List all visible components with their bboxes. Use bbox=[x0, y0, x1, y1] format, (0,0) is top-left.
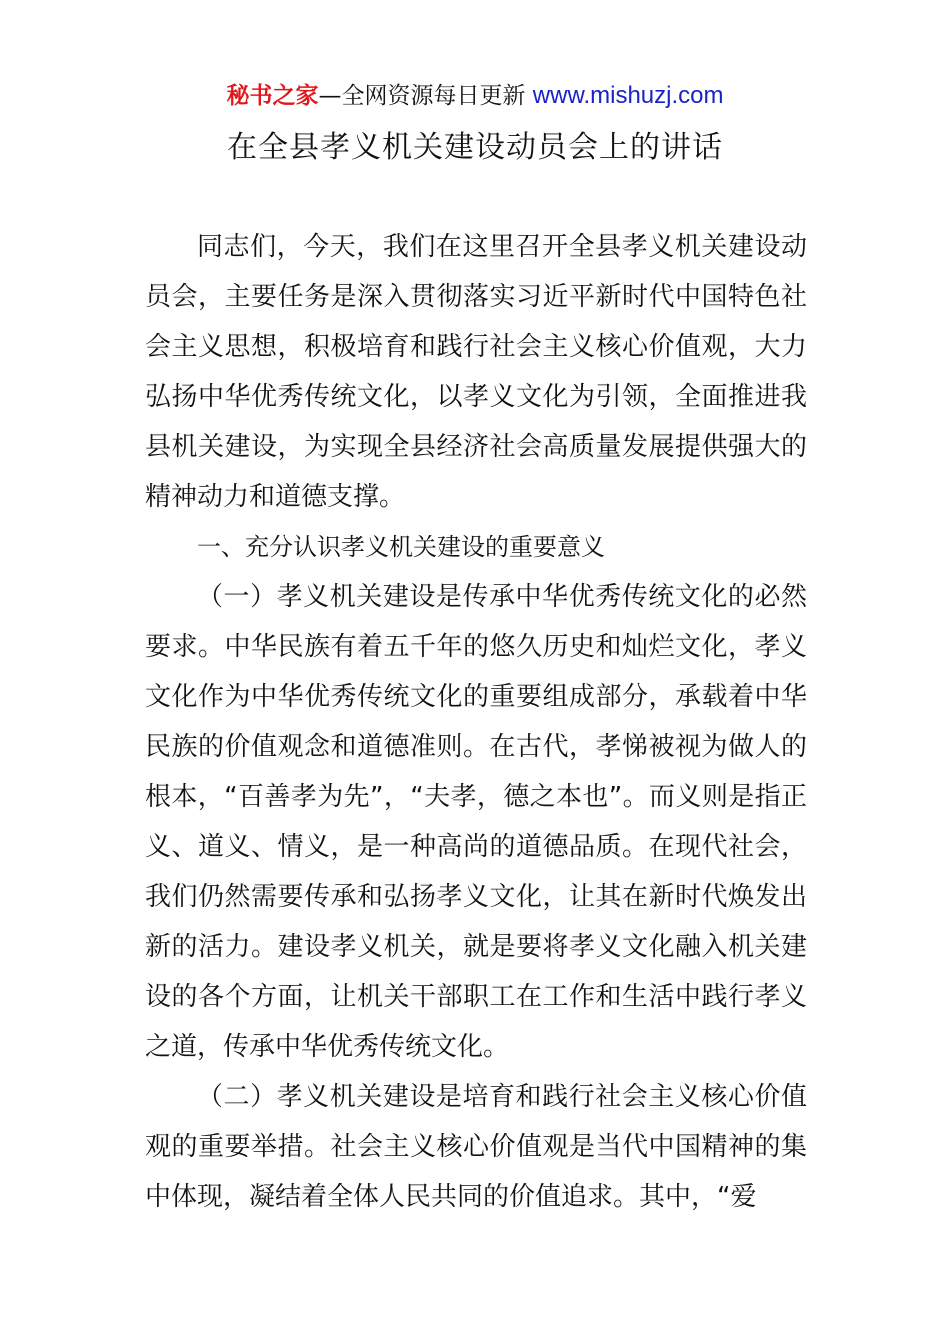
site-url[interactable]: www.mishuzj.com bbox=[532, 82, 724, 109]
subsection-paragraph-2: （二）孝义机关建设是培育和践行社会主义核心价值观的重要举措。社会主义核心价值观是当代中国精神的集中体现，凝结着全体人民共同的价值追求。其中，“爱 bbox=[145, 1082, 807, 1212]
section-heading: 一、充分认识孝义机关建设的重要意义 bbox=[197, 533, 605, 561]
site-brand: 秘书之家 bbox=[226, 83, 319, 109]
subsection-paragraph-1: （一）孝义机关建设是传承中华优秀传统文化的必然要求。中华民族有着五千年的悠久历史和灿烂文化，孝义文化作为中华优秀传统文化的重要组成部分，承载着中华民族的价值观念和道德准则。在古代，孝悌被视为做人的根本，“百善孝为先”，“夫孝，德之本也”。而义则是指正义、道义、情义，是一种高尚的道德品质。在现代社会，我们仍然需要传承和弘扬孝义文化，让其在新时代焕发出新的活力。建设孝义机关，就是要将孝义文化融入机关建设的各个方面，让机关干部职工在工作和生活中践行孝义之道，传承中华优秀传统文化。 bbox=[145, 582, 807, 1062]
site-header bbox=[0, 80, 950, 112]
opening-paragraph: 同志们，今天，我们在这里召开全县孝义机关建设动员会，主要任务是深入贯彻落实习近平新时代中国特色社会主义思想，积极培育和践行社会主义核心价值观，大力弘扬中华优秀传统文化，以孝义文化为引领，全面推进我县机关建设，为实现全县经济社会高质量发展提供强大的精神动力和道德支撑。 bbox=[145, 232, 807, 512]
document-title: 在全县孝义机关建设动员会上的讲话 bbox=[227, 130, 723, 165]
site-tagline: —全网资源每日更新 bbox=[318, 83, 526, 109]
document-body bbox=[145, 222, 807, 1222]
